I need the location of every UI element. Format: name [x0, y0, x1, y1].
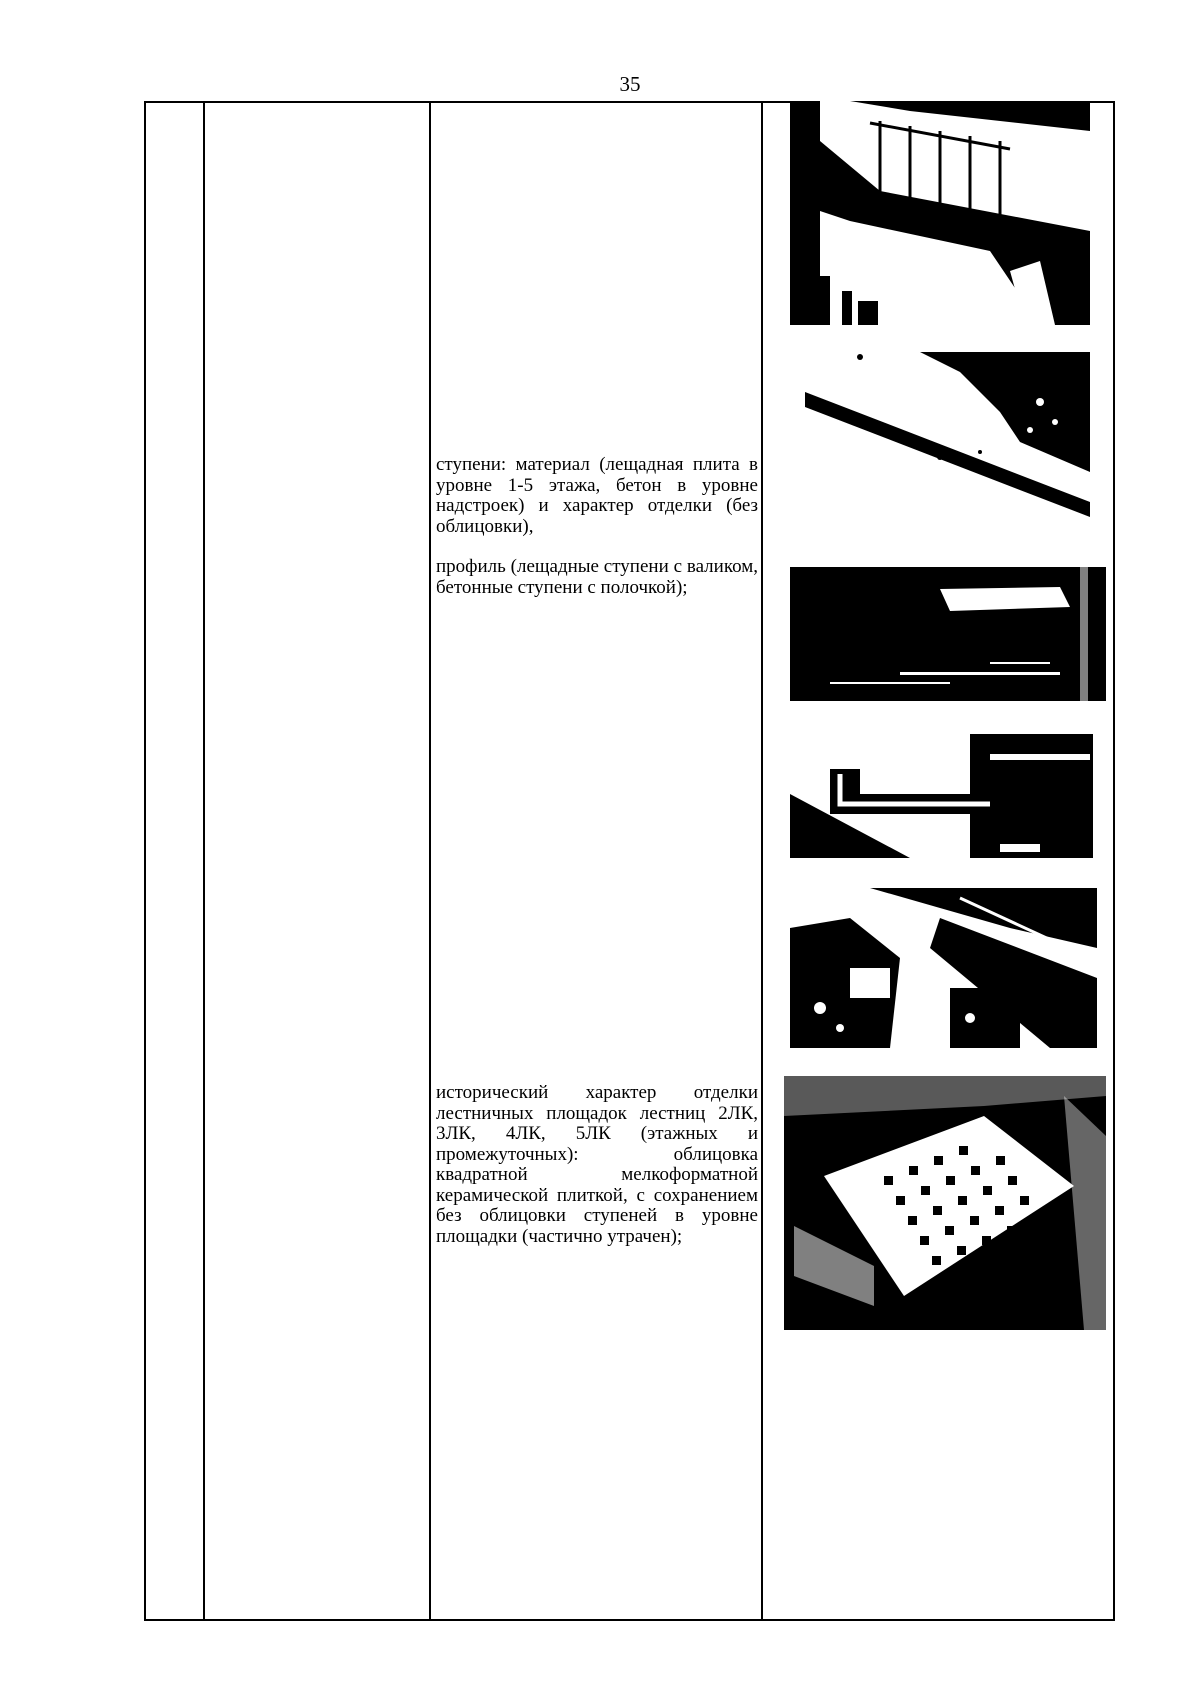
stairs-material-paragraph: ступени: материал (лещадная плита в уровне 1-5 этажа, бетон в уровне надстроек) и характер отделки (без облицовки), — [436, 454, 758, 537]
column-divider-1 — [203, 103, 205, 1619]
landings-description — [436, 1083, 758, 1247]
photo-stair-step-profile — [790, 567, 1106, 701]
photo-stair-step-edge — [800, 352, 1090, 522]
column-divider-2 — [429, 103, 431, 1619]
landings-finish-paragraph: исторический характер отделки лестничных площадок лестниц 2ЛК, 3ЛК, 4ЛК, 5ЛК (этажных и промежуточных): облицовка квадратной мелкоформатной керамической плиткой, с сохранением без облицовки ступеней в уровне площадки (частично утрачен); — [436, 1082, 758, 1247]
stairs-description — [436, 455, 758, 598]
column-divider-3 — [761, 103, 763, 1619]
photo-concrete-step-with-shelf — [790, 734, 1093, 858]
photo-tiled-landing — [784, 1076, 1106, 1330]
page-number: 35 — [619, 72, 641, 96]
photo-stair-flight — [790, 888, 1097, 1048]
stairs-profile-paragraph: профиль (лещадные ступени с валиком, бетонные ступени с полочкой); — [436, 556, 758, 598]
photo-staircase-railing — [790, 101, 1090, 325]
document-table — [144, 101, 1115, 1621]
